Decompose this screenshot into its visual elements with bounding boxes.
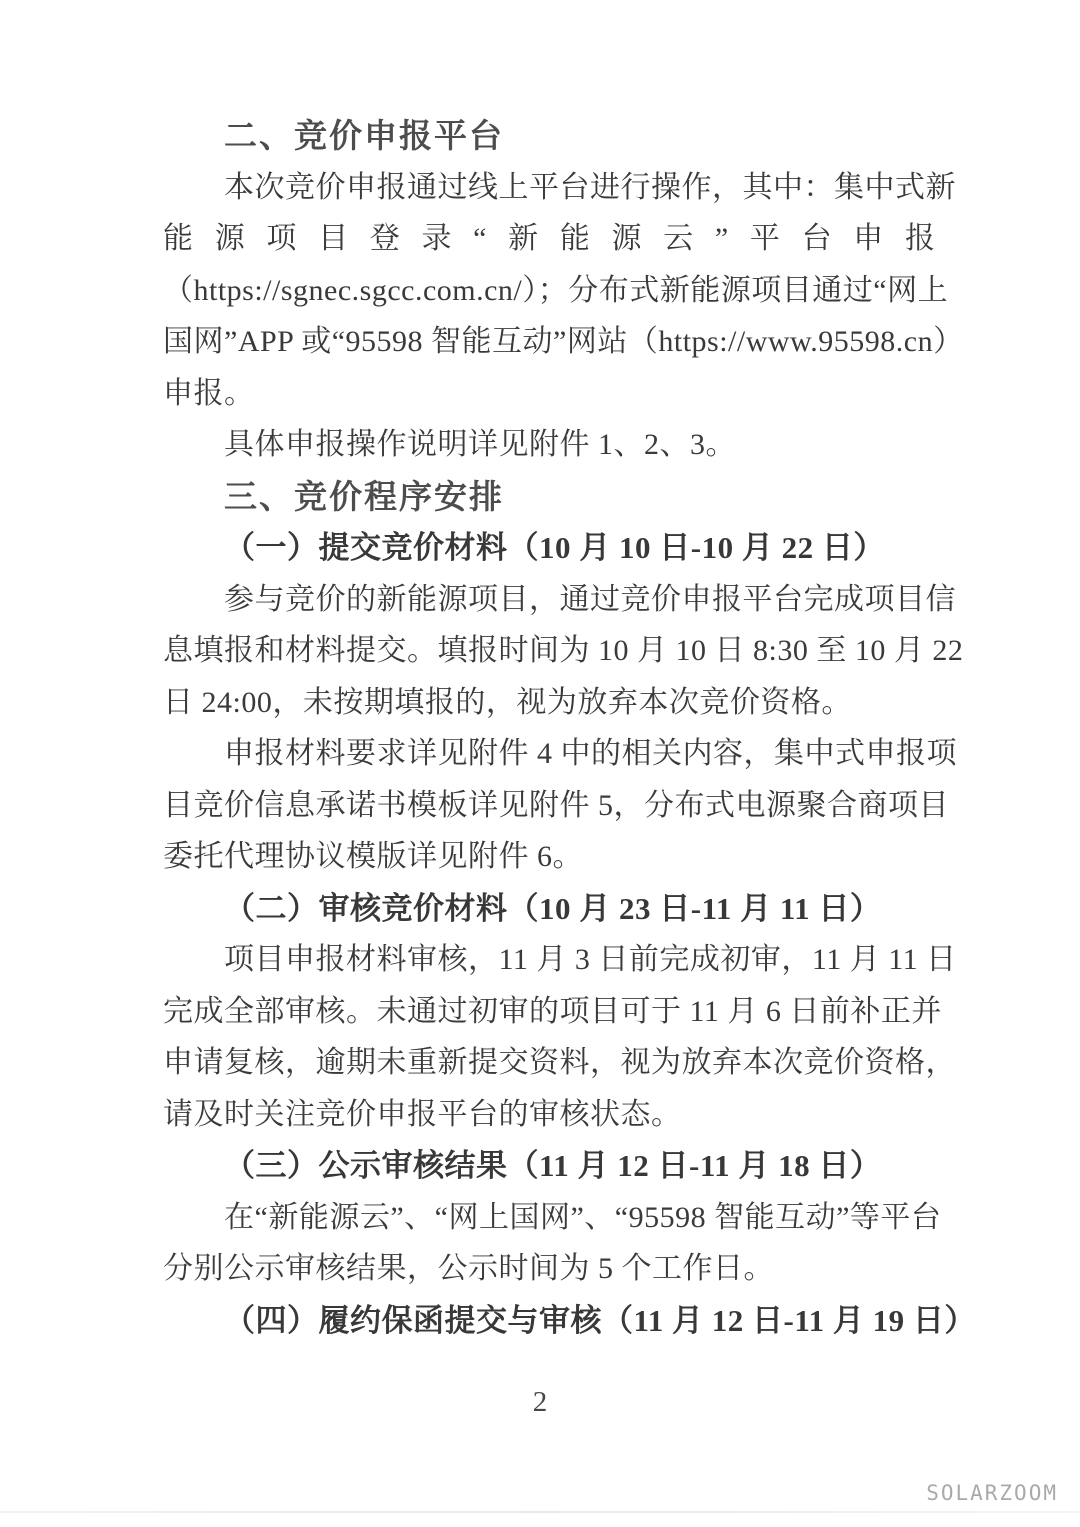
body-text-line: 项目申报材料审核，11 月 3 日前完成初审，11 月 11 日 [224,943,957,976]
section-heading: 二、竞价申报平台 [224,117,504,154]
body-text-line: 申报。 [163,376,255,410]
section-heading: 三、竞价程序安排 [224,477,504,515]
subsection-heading: （一）提交竞价材料（10 月 10 日-10 月 22 日） [224,530,885,565]
body-text-line: 具体申报操作说明详见附件 1、2、3。 [224,428,736,461]
subsection-heading: （三）公示审核结果（11 月 12 日-11 月 18 日） [224,1148,882,1183]
body-text-line: 本次竞价申报通过线上平台进行操作，其中：集中式新 [224,170,956,204]
body-text-line: （https://sgnec.sgcc.com.cn/）；分布式新能源项目通过“网上 [163,273,949,307]
body-text-line: 委托代理协议模版详见附件 6。 [163,840,583,873]
subsection-heading: （四）履约保函提交与审核（11 月 12 日-11 月 19 日） [224,1302,976,1338]
body-text-line: 分别公示审核结果，公示时间为 5 个工作日。 [163,1252,774,1285]
body-text-line: 能源项目登录“新能源云”平台申报 [163,222,935,255]
body-text-line: 息填报和材料提交。填报时间为 10 月 10 日 8:30 至 10 月 22 [163,634,964,667]
body-text-line: 完成全部审核。未通过初审的项目可于 11 月 6 日前补正并 [163,994,942,1028]
document-content [163,110,976,1346]
body-text-line: 国网”APP 或“95598 智能互动”网站（https://www.95598.cn） [163,325,964,358]
body-text-line: 申请复核，逾期未重新提交资料，视为放弃本次竞价资格， [163,1046,956,1079]
body-text-line: 目竞价信息承诺书模板详见附件 5，分布式电源聚合商项目 [163,788,949,822]
page-number: 2 [532,1386,548,1418]
body-text-line: 申报材料要求详见附件 4 中的相关内容，集中式申报项 [224,737,957,770]
watermark-solarzoom: SOLARZOOM [926,1481,1058,1505]
body-text-line: 在“新能源云”、“网上国网”、“95598 智能互动”等平台 [224,1200,942,1234]
body-text-line: 日 24:00，未按期填报的，视为放弃本次竞价资格。 [163,685,852,719]
scan-edge-line [0,1511,1080,1513]
body-text-line: 请及时关注竞价申报平台的审核状态。 [163,1097,682,1131]
subsection-heading: （二）审核竞价材料（10 月 23 日-11 月 11 日） [224,890,882,926]
body-text-line: 参与竞价的新能源项目，通过竞价申报平台完成项目信 [224,582,956,616]
